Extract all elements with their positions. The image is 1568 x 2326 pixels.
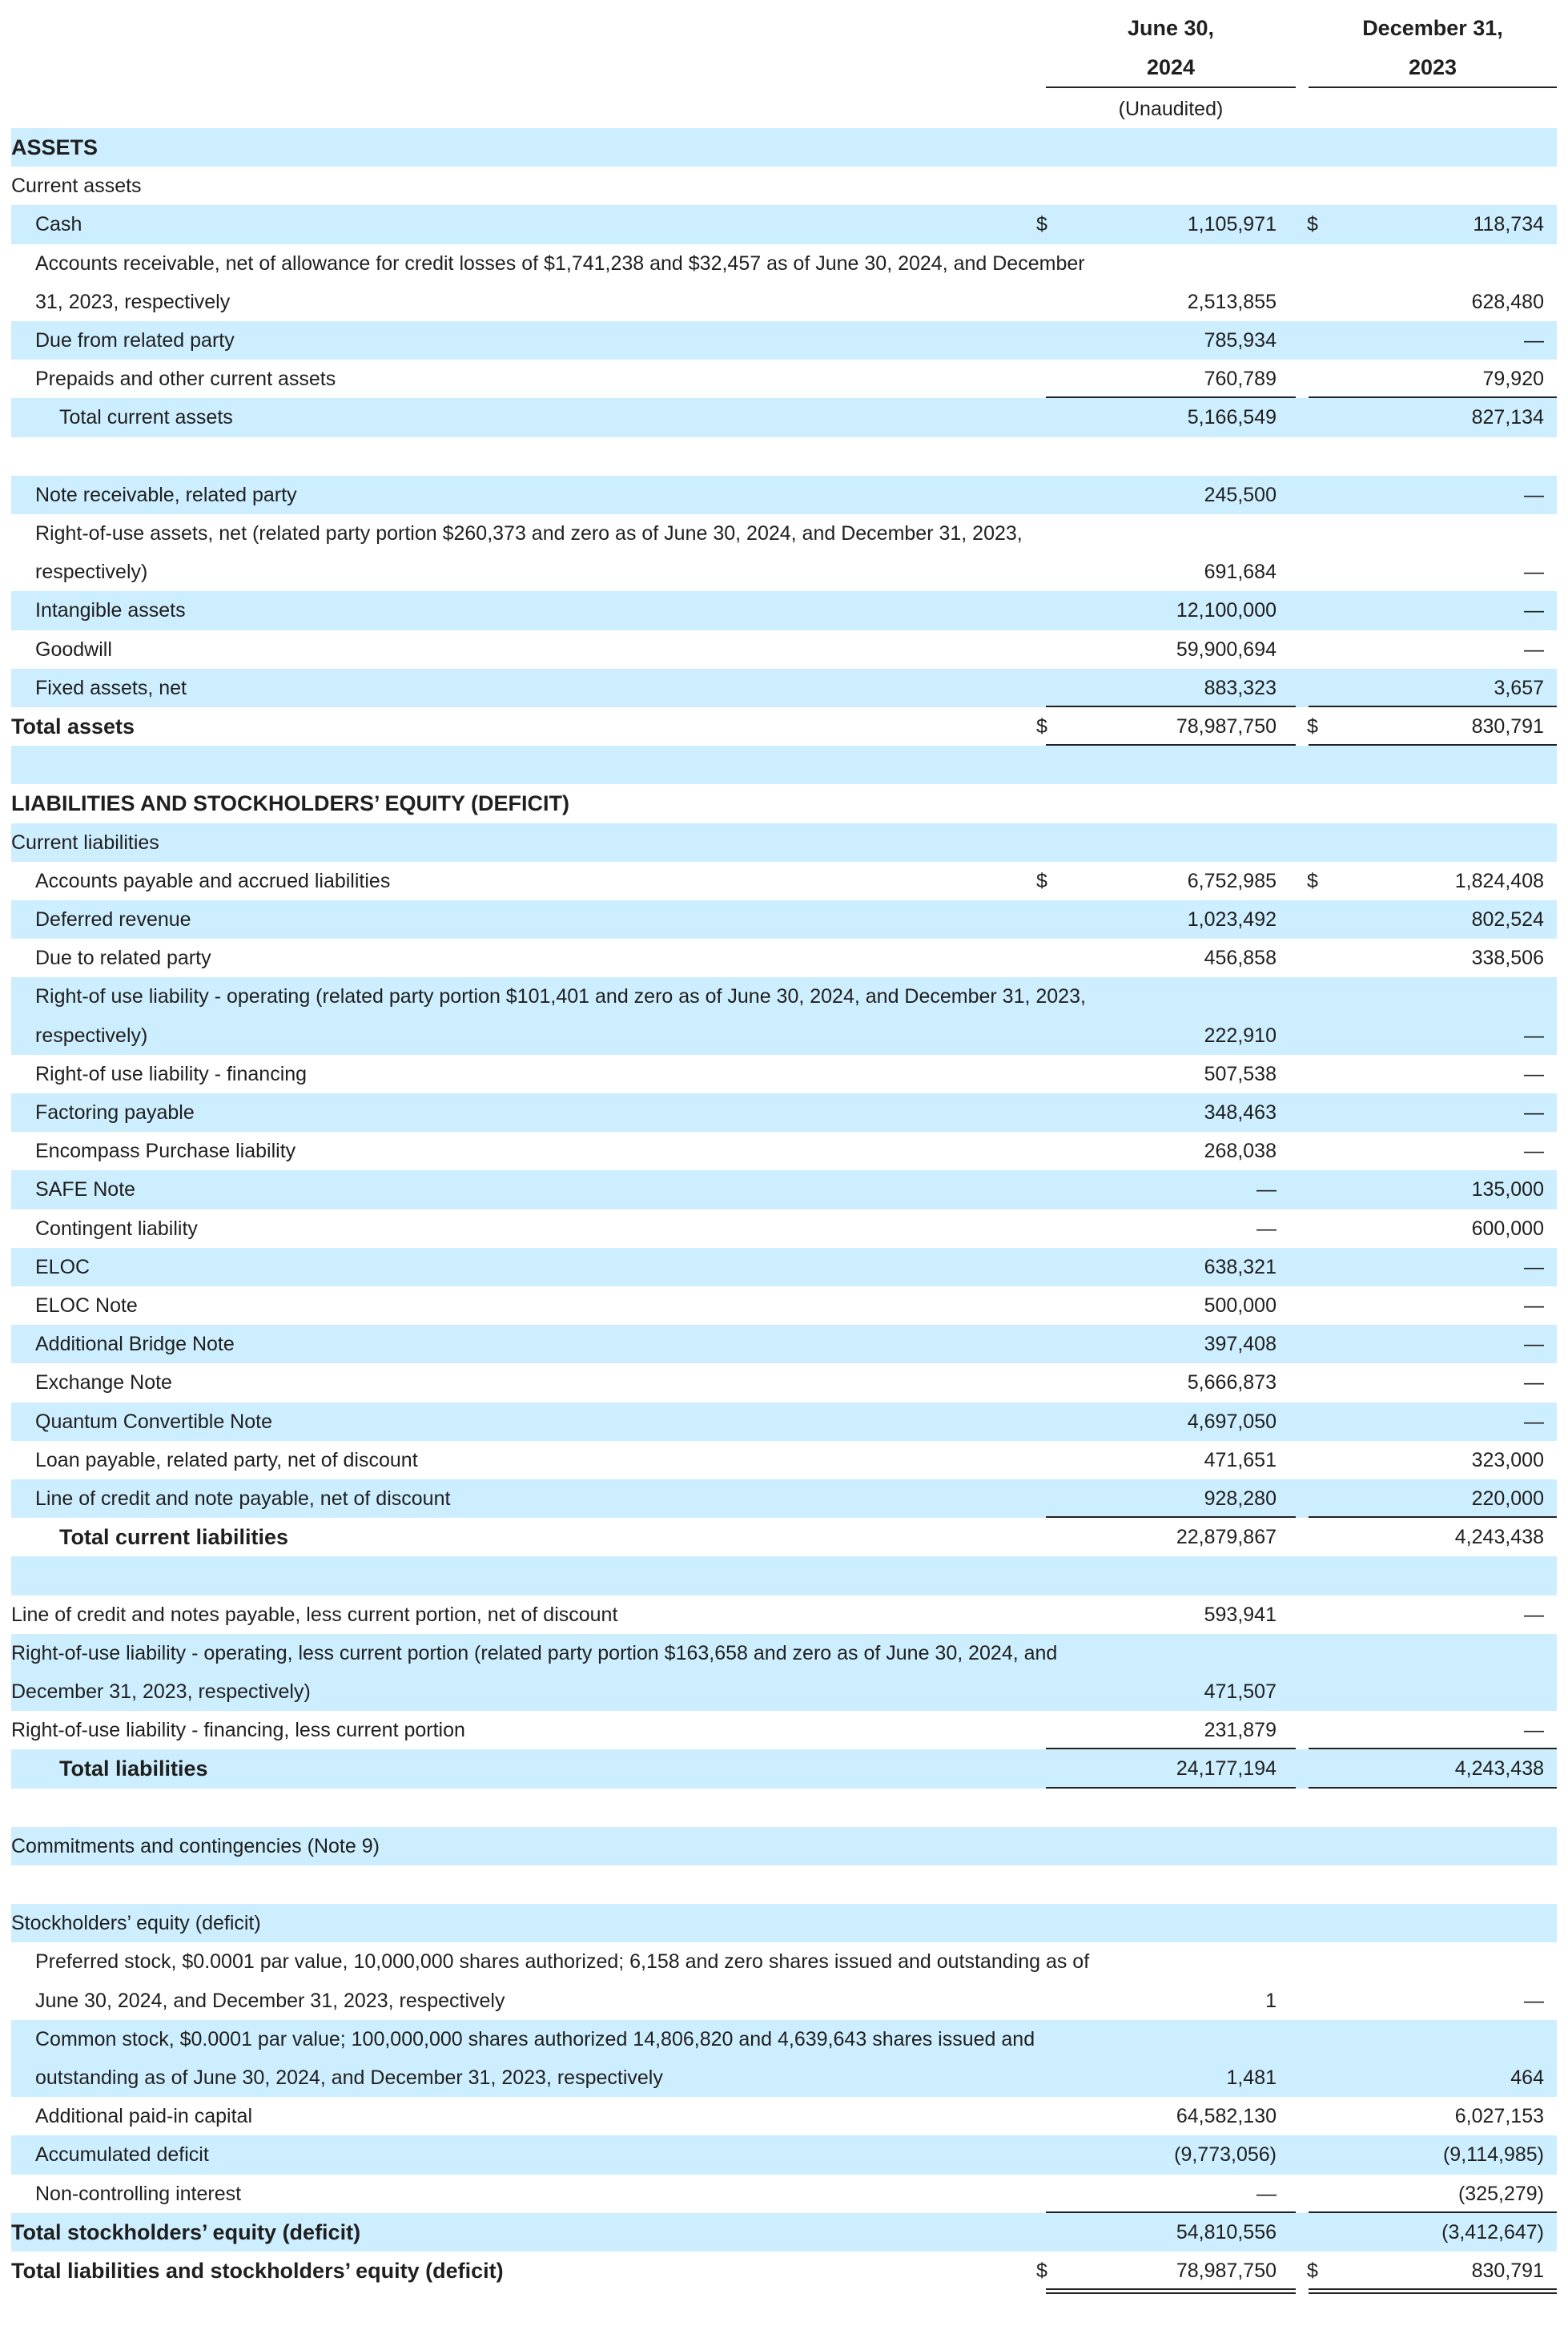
value-dec-2023: 4,243,438 [1454, 1757, 1544, 1781]
value-june-2024: 5,166,549 [1187, 406, 1277, 429]
row-label: Right-of-use liability - financing, less current portion [11, 1719, 465, 1742]
table-row [11, 1634, 1557, 1711]
table-row [11, 1749, 1557, 1788]
value-dec-2023: — [1524, 599, 1544, 622]
value-dec-2023: (3,412,647) [1441, 2220, 1544, 2244]
value-dec-2023: 338,506 [1471, 947, 1544, 970]
table-row [11, 321, 1557, 360]
value-dec-2023: 118,734 [1473, 213, 1544, 236]
value-dec-2023: — [1524, 1101, 1544, 1124]
row-label: Additional Bridge Note [35, 1333, 235, 1356]
table-row [11, 784, 1557, 823]
table-row [11, 1363, 1557, 1402]
currency-symbol: $ [1307, 2260, 1318, 2282]
row-label: Total liabilities and stockholders’ equity (deficit) [11, 2259, 504, 2283]
row-label: Line of credit and notes payable, less current portion, net of discount [11, 1603, 618, 1626]
col1-header-rule [1046, 87, 1296, 88]
value-dec-2023: 600,000 [1471, 1217, 1544, 1240]
table-row [11, 1479, 1557, 1518]
table-row [11, 1248, 1557, 1286]
row-label: Common stock, $0.0001 par value; 100,000,000 shares authorized 14,806,820 and 4,639,643 shares issued and [35, 2027, 1035, 2050]
row-label: SAFE Note [35, 1178, 136, 1201]
value-dec-2023: 79,920 [1482, 368, 1544, 391]
table-row [11, 1789, 1557, 1827]
row-label: Factoring payable [35, 1101, 195, 1124]
table-row [11, 1132, 1557, 1170]
table-row [11, 205, 1557, 243]
col1-header-line2: 2024 [1146, 55, 1196, 79]
row-label: Total liabilities [59, 1757, 208, 1781]
table-row [11, 823, 1557, 862]
value-dec-2023: — [1524, 1371, 1544, 1394]
table-row [11, 2097, 1557, 2135]
table-row [11, 2175, 1557, 2213]
value-june-2024: 78,987,750 [1176, 2260, 1277, 2282]
value-june-2024: 883,323 [1204, 676, 1277, 699]
table-row [11, 707, 1557, 746]
table-row [11, 2135, 1557, 2174]
row-label: Due to related party [35, 947, 211, 970]
value-dec-2023: (325,279) [1457, 2182, 1544, 2205]
total-rule [1309, 2292, 1557, 2294]
table-row [11, 591, 1557, 630]
value-june-2024: 54,810,556 [1176, 2220, 1277, 2244]
row-label: Stockholders’ equity (deficit) [11, 1912, 261, 1935]
value-june-2024: 593,941 [1204, 1603, 1277, 1626]
value-june-2024: 691,684 [1204, 561, 1277, 584]
table-row [11, 630, 1557, 669]
currency-symbol: $ [1036, 2260, 1047, 2282]
value-dec-2023: 830,791 [1471, 2260, 1544, 2282]
value-june-2024: 222,910 [1204, 1024, 1277, 1047]
table-row [11, 476, 1557, 514]
row-label: LIABILITIES AND STOCKHOLDERS’ EQUITY (DEFICIT) [11, 791, 570, 816]
row-label: Cash [35, 213, 82, 236]
row-label: ASSETS [11, 135, 99, 159]
row-label: ELOC [35, 1255, 90, 1278]
table-row [11, 1518, 1557, 1556]
value-dec-2023: (9,114,985) [1442, 2143, 1544, 2167]
row-label-continued: respectively) [35, 561, 148, 584]
row-label: Goodwill [35, 638, 112, 661]
value-june-2024: 471,507 [1204, 1680, 1277, 1703]
value-june-2024: 638,321 [1204, 1255, 1277, 1278]
value-dec-2023: 1,824,408 [1454, 869, 1544, 892]
row-label-continued: June 30, 2024, and December 31, 2023, respectively [35, 1989, 505, 2012]
value-june-2024: 760,789 [1204, 368, 1277, 391]
table-row [11, 514, 1557, 591]
table-row [11, 1286, 1557, 1325]
value-june-2024: 1 [1265, 1989, 1277, 2012]
value-dec-2023: — [1524, 1255, 1544, 1278]
row-label: Preferred stock, $0.0001 par value, 10,000,000 shares authorized; 6,158 and zero shares issued and outstanding as of [35, 1950, 1090, 1974]
col1-unaudited-note: (Unaudited) [1118, 98, 1224, 120]
total-rule [1309, 2288, 1557, 2290]
table-row [11, 1827, 1557, 1865]
value-dec-2023: 323,000 [1471, 1448, 1544, 1471]
table-row [11, 939, 1557, 977]
table-row [11, 2252, 1557, 2290]
table-row [11, 1055, 1557, 1093]
value-dec-2023: — [1524, 1333, 1544, 1356]
total-rule [1046, 2292, 1296, 2294]
row-label: Current assets [11, 175, 142, 198]
table-row [11, 1865, 1557, 1904]
value-dec-2023: — [1524, 1410, 1544, 1433]
col2-header-line1: December 31, [1362, 16, 1503, 40]
value-june-2024: 6,752,985 [1187, 869, 1277, 892]
row-label: Current liabilities [11, 831, 159, 854]
value-dec-2023: 628,480 [1471, 290, 1544, 313]
value-june-2024: 245,500 [1204, 483, 1277, 506]
row-label: Right-of use liability - financing [35, 1062, 308, 1085]
table-row [11, 977, 1557, 1054]
currency-symbol: $ [1036, 869, 1047, 892]
value-june-2024: — [1256, 2182, 1277, 2205]
table-row [11, 128, 1557, 167]
value-dec-2023: — [1524, 1140, 1544, 1163]
value-dec-2023: — [1524, 638, 1544, 661]
table-row [11, 1596, 1557, 1634]
col2-header-line2: 2023 [1408, 55, 1457, 79]
value-june-2024: 4,697,050 [1187, 1410, 1277, 1433]
row-label: Deferred revenue [35, 908, 191, 931]
value-dec-2023: 3,657 [1494, 676, 1544, 699]
currency-symbol: $ [1036, 715, 1047, 738]
col2-header-rule [1309, 87, 1557, 88]
value-dec-2023: — [1524, 1989, 1544, 2012]
row-label: Total assets [11, 714, 135, 738]
currency-symbol: $ [1307, 715, 1318, 738]
table-row [11, 1711, 1557, 1749]
row-label-continued: December 31, 2023, respectively) [11, 1680, 311, 1703]
row-label: Right-of-use assets, net (related party portion $260,373 and zero as of June 30, 2024, and December 31, 2023, [35, 522, 1023, 545]
table-row [11, 1942, 1557, 2019]
row-label: Right-of-use liability - operating, less current portion (related party portion $163,658 and zero as of June 30, 2024, and [11, 1641, 1058, 1664]
value-dec-2023: — [1524, 1719, 1544, 1742]
value-dec-2023: 135,000 [1471, 1178, 1544, 1201]
value-june-2024: 78,987,750 [1176, 715, 1277, 738]
row-label: Quantum Convertible Note [35, 1410, 272, 1433]
value-june-2024: 64,582,130 [1176, 2105, 1277, 2128]
table-row [11, 437, 1557, 476]
row-label: Right-of use liability - operating (related party portion $101,401 and zero as of June 30, 2024, and December 31, 2023, [35, 985, 1086, 1008]
row-label: Non-controlling interest [35, 2182, 242, 2205]
value-dec-2023: 220,000 [1471, 1487, 1544, 1510]
value-june-2024: 348,463 [1204, 1101, 1277, 1124]
row-label: Exchange Note [35, 1371, 172, 1394]
value-june-2024: 507,538 [1204, 1062, 1277, 1085]
value-june-2024: — [1256, 1217, 1277, 1240]
table-row [11, 1209, 1557, 1248]
table-row [11, 746, 1557, 784]
value-dec-2023: — [1524, 1024, 1544, 1047]
value-june-2024: 268,038 [1204, 1140, 1277, 1163]
row-label: Note receivable, related party [35, 483, 297, 506]
table-row [11, 1170, 1557, 1209]
value-dec-2023: 830,791 [1471, 715, 1544, 738]
value-dec-2023: 4,243,438 [1454, 1526, 1544, 1549]
row-label: Total current assets [59, 406, 233, 429]
row-label: Fixed assets, net [35, 676, 187, 699]
value-dec-2023: 802,524 [1471, 908, 1544, 931]
table-row [11, 1402, 1557, 1441]
value-june-2024: 500,000 [1204, 1294, 1277, 1317]
row-label: Additional paid-in capital [35, 2105, 253, 2128]
value-dec-2023: — [1524, 1062, 1544, 1085]
row-label: Loan payable, related party, net of discount [35, 1448, 418, 1471]
value-june-2024: 231,879 [1204, 1719, 1277, 1742]
value-dec-2023: — [1524, 1603, 1544, 1626]
row-label: Total stockholders’ equity (deficit) [11, 2219, 361, 2244]
table-row [11, 167, 1557, 205]
value-dec-2023: — [1524, 561, 1544, 584]
value-june-2024: (9,773,056) [1174, 2143, 1277, 2167]
row-label: Accounts payable and accrued liabilities [35, 869, 391, 892]
value-june-2024: 456,858 [1204, 947, 1277, 970]
row-label: Line of credit and note payable, net of discount [35, 1487, 451, 1510]
table-row [11, 1441, 1557, 1479]
value-june-2024: 785,934 [1204, 329, 1277, 352]
table-row [11, 360, 1557, 398]
table-row [11, 398, 1557, 437]
currency-symbol: $ [1036, 213, 1047, 236]
table-row [11, 900, 1557, 939]
value-dec-2023: 827,134 [1471, 406, 1544, 429]
table-row [11, 862, 1557, 900]
value-june-2024: 12,100,000 [1176, 599, 1277, 622]
value-dec-2023: 464 [1510, 2066, 1544, 2089]
table-row [11, 669, 1557, 707]
row-label: ELOC Note [35, 1294, 138, 1317]
value-june-2024: 928,280 [1204, 1487, 1277, 1510]
row-label: Accounts receivable, net of allowance for credit losses of $1,741,238 and $32,457 as of June 30, 2024, and December [35, 252, 1085, 275]
row-label: Commitments and contingencies (Note 9) [11, 1834, 380, 1857]
value-june-2024: 2,513,855 [1187, 290, 1277, 313]
row-label: Total current liabilities [59, 1525, 289, 1550]
currency-symbol: $ [1307, 213, 1318, 236]
value-june-2024: 1,105,971 [1187, 213, 1277, 236]
row-label: Encompass Purchase liability [35, 1140, 296, 1163]
table-row [11, 1904, 1557, 1942]
value-june-2024: — [1256, 1178, 1277, 1201]
value-dec-2023: — [1524, 483, 1544, 506]
table-row [11, 244, 1557, 321]
value-june-2024: 1,023,492 [1187, 908, 1277, 931]
table-row [11, 2020, 1557, 2097]
value-dec-2023: 6,027,153 [1454, 2105, 1544, 2128]
table-row [11, 1556, 1557, 1595]
value-june-2024: 59,900,694 [1176, 638, 1277, 661]
value-dec-2023: — [1524, 1294, 1544, 1317]
row-label: Contingent liability [35, 1217, 198, 1240]
value-june-2024: 397,408 [1204, 1333, 1277, 1356]
row-label: Intangible assets [35, 599, 186, 622]
currency-symbol: $ [1307, 869, 1318, 892]
col1-header-line1: June 30, [1127, 16, 1215, 40]
row-label-continued: 31, 2023, respectively [35, 290, 231, 313]
value-dec-2023: — [1524, 329, 1544, 352]
total-rule [1046, 2288, 1296, 2290]
row-label: Accumulated deficit [35, 2143, 209, 2167]
value-june-2024: 24,177,194 [1176, 1757, 1277, 1781]
value-june-2024: 471,651 [1204, 1448, 1277, 1471]
value-june-2024: 1,481 [1226, 2066, 1277, 2089]
table-row [11, 1325, 1557, 1363]
row-label: Due from related party [35, 329, 235, 352]
table-row [11, 2213, 1557, 2252]
value-june-2024: 22,879,867 [1176, 1526, 1277, 1549]
row-label: Prepaids and other current assets [35, 368, 336, 391]
value-june-2024: 5,666,873 [1187, 1371, 1277, 1394]
table-row [11, 1093, 1557, 1132]
row-label-continued: outstanding as of June 30, 2024, and December 31, 2023, respectively [35, 2066, 663, 2089]
row-label-continued: respectively) [35, 1024, 148, 1047]
